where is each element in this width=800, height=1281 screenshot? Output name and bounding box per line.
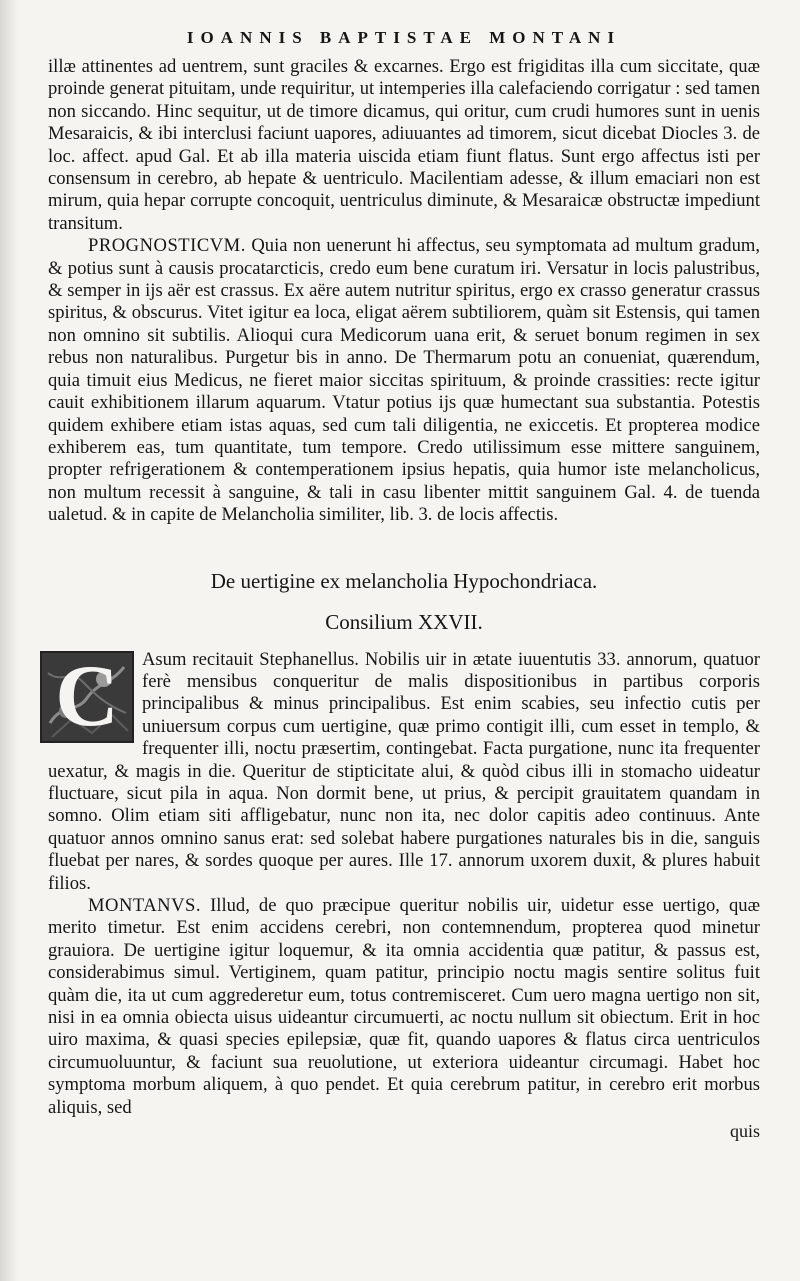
prognosticum-paragraph [48,235,760,526]
montanus-paragraph [48,895,760,1119]
gutter-shadow [0,0,18,1281]
intro-paragraph: illæ attinentes ad uentrem, sunt graciles & excarnes. Ergo est frigiditas illa cum siccitate, quæ proinde generat pituitam, unde requiritur, ut intemperies illa calefaciendo corrigatur : sed tamen non siccando. Hinc sequitur, ut de timore dicamus, qui oritur, cum crudi humores sunt in uenis Mesaraicis, & ibi interclusi faciunt uapores, adiuuantes ad timorem, sicut dicebat Diocles 3. de loc. affect. apud Gal. Et ab illa materia uiscida etiam fiunt flatus. Sunt ergo affectus isti per consensum in cerebro, ab hepate & uentriculo. Macilentiam adesse, & illum emaciari non est mirum, quia hepar corrupte concoquit, uentriculus diminute, & Mesaraicæ obstructæ impediunt transitum. [48,56,760,234]
montanus-text: Illud, de quo præcipue queritur nobilis uir, uidetur esse uertigo, quæ merito timetur. Est enim accidens cerebri, non contemnendum, propterea quod minetur grauiora. De uertigine igitur loquemur, & ita omnia accidentia quæ patitur, & passus est, considerabimus simul. Vertiginem, quam patitur, principio noctu magis sentire solitus fuit quàm die, ita ut cum aggrederetur eum, totus contremisceret. Cum uero magna uertigo non sit, nisi in ea omnia obiecta uisus uideantur circumuerti, ac noctu nullum sit obiectum. Erit in hoc uiro maxima, & quasi species epilepsiæ, quæ fit, quando uapores & flatus circa uentriculos circumuoluuntur, & faciunt sua reuolutione, ut exteriora uideantur circumagi. Habet hoc symptoma morbum aliquem, à quo pendet. Et quia cerebrum patitur, in cerebro erit morbus aliquis, sed [48,895,760,1118]
prognosticum-heading: PROGNOSTICVM. [88,235,246,257]
prognosticum-text: Quia non uenerunt hi affectus, seu symptomata ad multum gradum, & potius sunt à causis procatarcticis, credo eum bene curatum iri. Versatur in locis palustribus, & semper in ijs aër est crassus. Ex aëre autem nutritur spiritus, ergo ex crasso generatur crassus spiritus, & obscurus. Vitet igitur ea loca, eligat aërem subtiliorem, quàm sit Estensis, qui tamen non omnino sit subtilis. Alioqui cura Medicorum uana erit, & seruet bonum regimen in sex rebus non naturalibus. Purgetur bis in anno. De Thermarum potu an conueniat, quærendum, quia timuit eius Medicus, ne fieret maior siccitas spirituum, & proinde crassities: recte igitur cauit exhibitionem illarum aquarum. Vtatur potius ijs quæ humectant sua substantia. Potestis quidem exhibere etiam istas aquas, sed cum tali diligentia, ne exiccetis. Et propterea modice exhiberem eas, tum quantitate, tum tempore. Credo utilissimum esse mittere sanguinem, propter refrigerationem & contemperationem ipsius hepatis, quia humor iste melancholicus, non multum recessit à sanguine, & tali in casu libenter mittit sanguinem Gal. 4. de tuenda ualetud. & in capite de Melancholia similiter, lib. 3. de locis affectis. [48,235,760,526]
decorated-initial [40,651,134,743]
catchword: quis [729,1121,760,1142]
montanus-heading: MONTANVS. [88,895,202,916]
case-block [48,649,760,895]
section-title: De uertigine ex melancholia Hypochondriaca. [210,568,598,593]
initial-letter: C [55,650,119,743]
case-paragraph: Asum recitauit Stephanellus. Nobilis uir in ætate iuuentutis 33. annorum, quatuor ferè mensibus conqueritur de malis dispositionibus in partibus corporis principalibus & minus principalibus. Est enim scabies, seu infectio cutis per uniuersum corpus cum uertigine, quæ primo contigit illi, cum esset in templo, & frequenter illi, noctu præsertim, contingebat. Facta purgatione, nunc ita frequenter uexatur, & magis in die. Queritur de stipticitate alui, & quòd cibus illi in stomacho uideatur fluctuare, sicut pila in aqua. Non dormit bene, ut prius, & percipit grauitatem quandam in somno. Olim etiam siti affligebatur, nunc non ita, nec dolor capitis adeo continuus. Ante quatuor annos omnino sanus erat: sed solebat habere purgationes naturales bis in die, sanguis fluebat per nares, & sordes quoque per aures. Ille 17. annorum uxorem duxit, & plures habuit filios. [48,648,760,894]
running-title: IOANNIS BAPTISTAE MONTANI [186,28,622,47]
consilium-title: Consilium XXVII. [325,609,483,634]
